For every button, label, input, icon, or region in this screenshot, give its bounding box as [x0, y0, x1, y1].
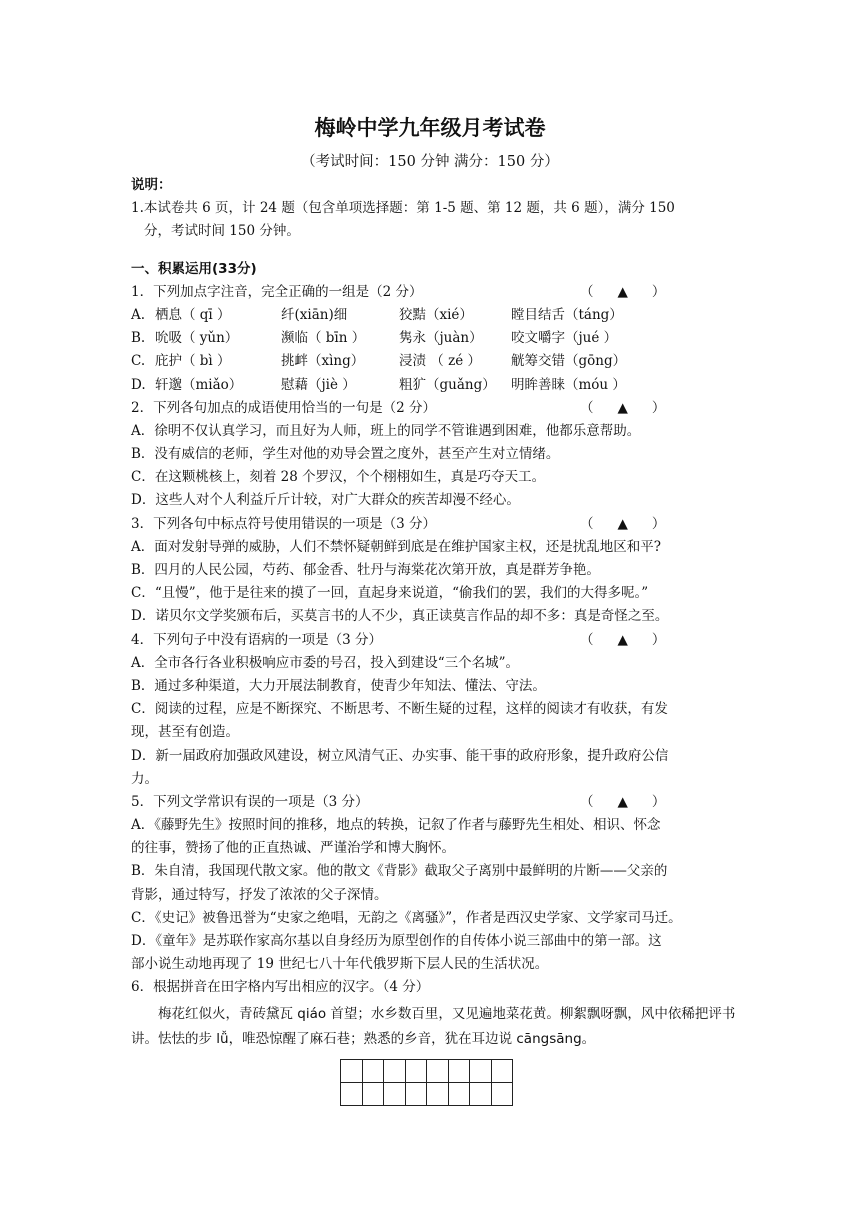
- option-line: B．四月的人民公园，芍药、郁金香、牡丹与海棠花次第开放，真是群芳争艳。: [131, 562, 600, 578]
- question-text: 1．下列加点字注音，完全正确的一组是（2 分）: [131, 283, 423, 300]
- grid-cell[interactable]: [470, 1060, 492, 1083]
- option-line: B．朱自清，我国现代散文家。他的散文《背影》截取父子离别中最鲜明的片断——父亲的: [131, 863, 668, 880]
- question-text: 3．下列各句中标点符号使用错误的一项是（3 分）: [131, 515, 436, 532]
- grid-cell[interactable]: [448, 1060, 470, 1083]
- option-line: D．这些人对个人利益斤斤计较，对广大群众的疾苦却漫不经心。: [131, 492, 520, 509]
- section-title: 一、积累运用(33分): [131, 260, 257, 277]
- option-line: 现，甚至有创造。: [131, 724, 239, 741]
- option-line: C．《史记》被鲁迅誉为“史家之绝唱，无韵之《离骚》”，作者是西汉史学家、文学家司马迁。: [131, 909, 682, 926]
- grid-cell[interactable]: [384, 1060, 406, 1083]
- instructions-label: 说明：: [131, 177, 172, 193]
- grid-cell[interactable]: [491, 1060, 513, 1083]
- option-line: A．《藤野先生》按照时间的推移，地点的转换，记叙了作者与藤野先生相处、相识、怀念: [131, 817, 661, 834]
- grid-cell[interactable]: [341, 1060, 363, 1083]
- option-line: B．通过多种渠道，大力开展法制教育，使青少年知法、懂法、守法。: [131, 677, 546, 694]
- grid-cell[interactable]: [448, 1083, 470, 1106]
- question-3-stem: [131, 513, 741, 536]
- question-5-stem: [131, 791, 741, 814]
- grid-cell[interactable]: [427, 1060, 449, 1083]
- option-row: C. 庇护（ bì ） 挑衅（xìng） 浸渍 （ zé ） 觥筹交错（gōng）: [131, 353, 627, 370]
- question-text: 5．下列文学常识有误的一项是（3 分）: [131, 793, 369, 810]
- triangle-icon: ▲: [617, 399, 628, 416]
- option-line: C．在这颗桃核上，刻着 28 个罗汉，个个栩栩如生，真是巧夺天工。: [131, 469, 546, 486]
- option-line: 力。: [131, 770, 158, 787]
- instructions-line: 1.本试卷共 6 页，计 24 题（包含单项选择题：第 1-5 题、第 12 题，共 6 题），满分 150: [131, 200, 675, 217]
- grid-cell[interactable]: [341, 1083, 363, 1106]
- option-line: B．没有威信的老师，学生对他的劝导会置之度外，甚至产生对立情绪。: [131, 446, 560, 463]
- grid-cell[interactable]: [405, 1060, 427, 1083]
- grid-cell[interactable]: [362, 1060, 384, 1083]
- triangle-icon: ▲: [617, 631, 628, 648]
- triangle-icon: ▲: [617, 283, 628, 300]
- grid-row: [341, 1060, 513, 1083]
- option-line: C．“且慢”，他于是往来的摸了一回，直起身来说道，“偷我们的罢，我们的大得多呢。”: [131, 585, 649, 602]
- grid-cell[interactable]: [405, 1083, 427, 1106]
- question-text: 4．下列句子中没有语病的一项是（3 分）: [131, 631, 382, 648]
- option-line: 的往事，赞扬了他的正直热诚、严谨治学和博大胸怀。: [131, 840, 455, 857]
- exam-info: （考试时间：150 分钟 满分：150 分）: [301, 154, 559, 170]
- exam-content: [131, 174, 741, 1052]
- triangle-icon: ▲: [617, 793, 628, 810]
- option-row: D. 轩邈（miǎo） 慰藉（jiè ） 粗犷（guǎng） 明眸善睐（móu ）: [131, 376, 626, 393]
- option-line: D．新一届政府加强政风建设，树立风清气正、办实事、能干事的政府形象，提升政府公信: [131, 747, 669, 764]
- question-text: 2．下列各句加点的成语使用恰当的一句是（2 分）: [131, 399, 436, 416]
- grid-row: [341, 1083, 513, 1106]
- question-6-stem: 6．根据拼音在田字格内写出相应的汉字。（4 分）: [131, 979, 430, 996]
- question-1-stem: [131, 281, 741, 304]
- grid-cell[interactable]: [491, 1083, 513, 1106]
- option-line: D．诺贝尔文学奖颁布后，买莫言书的人不少，真正读莫言作品的却不多：真是奇怪之至。: [131, 608, 669, 625]
- option-line: A．徐明不仅认真学习，而且好为人师，班上的同学不管谁遇到困难，他都乐意帮助。: [131, 422, 641, 439]
- option-line: C．阅读的过程，应是不断探究、不断思考、不断生疑的过程，这样的阅读才有收获，有发: [131, 701, 668, 718]
- answer-slot: （ ▲ ）: [580, 631, 666, 648]
- answer-slot: （ ▲ ）: [580, 793, 666, 810]
- triangle-icon: ▲: [617, 515, 628, 532]
- question-2-stem: [131, 397, 741, 420]
- option-row: B. 吮吸（ yǔn） 濒临（ bīn ） 隽永（juàn） 咬文嚼字（jué ）: [131, 330, 618, 347]
- grid-cell[interactable]: [384, 1083, 406, 1106]
- option-line: 部小说生动地再现了 19 世纪七八十年代俄罗斯下层人民的生活状况。: [131, 956, 549, 973]
- option-line: 背影，通过特写，抒发了浓浓的父子深情。: [131, 886, 388, 903]
- pinyin-passage: 梅花红似火，青砖黛瓦 qiáo 首望；水乡数百里，又见遍地菜花黄。柳絮飘呀飘，风中依稀把评书讲。怯怯的步 lǚ，唯恐惊醒了麻石巷；熟悉的乡音，犹在耳边说 cāngsāng。: [131, 1005, 736, 1047]
- answer-slot: （ ▲ ）: [580, 399, 666, 416]
- grid-cell[interactable]: [470, 1083, 492, 1106]
- answer-slot: （ ▲ ）: [580, 515, 666, 532]
- option-line: A．全市各行各业积极响应市委的号召，投入到建设“三个名城”。: [131, 654, 520, 671]
- grid-cell[interactable]: [362, 1083, 384, 1106]
- answer-grid[interactable]: [340, 1059, 513, 1106]
- option-line: D．《童年》是苏联作家高尔基以自身经历为原型创作的自传体小说三部曲中的第一部。这: [131, 933, 662, 949]
- option-row: A. 栖息（ qī ） 纤(xiān)细 狡黠（xié） 瞠目结舌（táng）: [131, 306, 623, 323]
- instructions-line: 分，考试时间 150 分钟。: [144, 223, 300, 240]
- option-line: A．面对发射导弹的威胁，人们不禁怀疑朝鲜到底是在维护国家主权，还是扰乱地区和平?: [131, 538, 661, 555]
- answer-slot: （ ▲ ）: [580, 283, 666, 300]
- grid-cell[interactable]: [427, 1083, 449, 1106]
- question-4-stem: [131, 629, 741, 652]
- page-title: 梅岭中学九年级月考试卷: [314, 116, 546, 140]
